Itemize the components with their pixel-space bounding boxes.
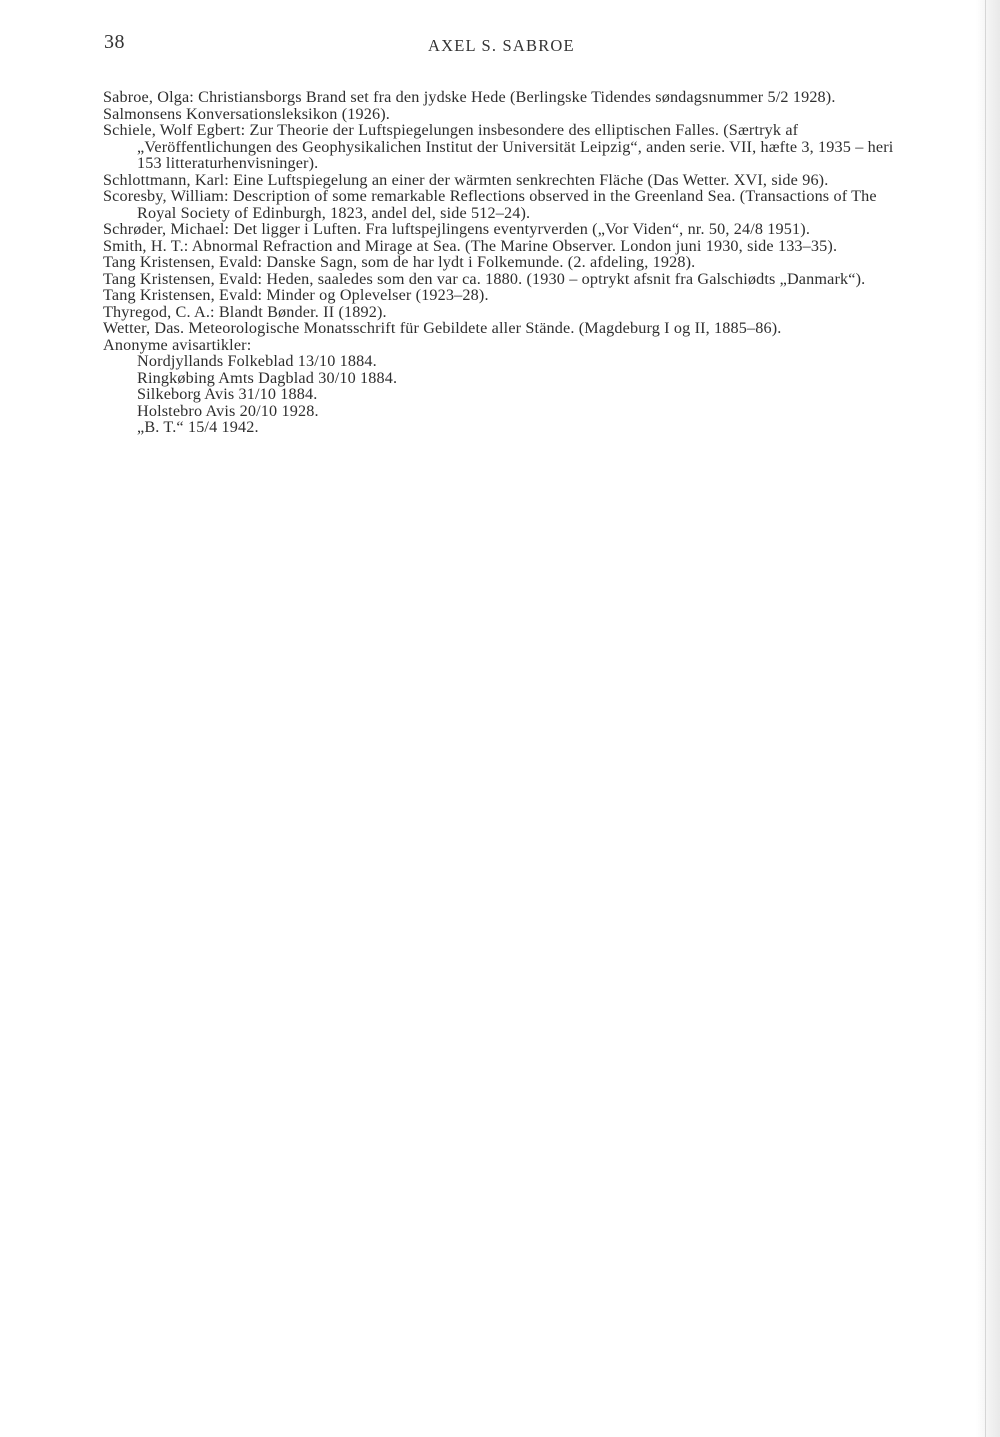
bibliography-entry: Smith, H. T.: Abnormal Refraction and Mirage at Sea. (The Marine Observer. London juni 1930, side 133–35). [103,236,838,255]
bibliography-entry: Tang Kristensen, Evald: Danske Sagn, som de har lydt i Folkemunde. (2. afdeling, 1928). [103,253,696,271]
bibliography-entry: Wetter, Das. Meteorologische Monatsschrift für Gebildete aller Stände. (Magdeburg I og II, 1885–86). [103,319,782,337]
anonymous-article-entry: Holstebro Avis 20/10 1928. [137,401,319,420]
bibliography-entry: Sabroe, Olga: Christiansborgs Brand set fra den jydske Hede (Berlingske Tidendes søndagsnummer 5/2 1928). [103,88,836,106]
anonymous-articles-list [103,353,903,436]
anonymous-article-entry: Nordjyllands Folkeblad 13/10 1884. [137,352,377,370]
bibliography-entry: Thyregod, C. A.: Blandt Bønder. II (1892). [103,302,387,321]
page-edge-line [985,0,986,1437]
bibliography-entry: Tang Kristensen, Evald: Minder og Oplevelser (1923–28). [103,286,489,304]
page-edge-shadow [976,0,1000,1437]
bibliography-entry: Salmonsens Konversationsleksikon (1926). [103,104,391,123]
bibliography-entry: Scoresby, William: Description of some remarkable Reflections observed in the Greenland Sea. (Transactions of The Royal Society of Edinburgh, 1823, andel del, side 512–24). [103,187,877,222]
bibliography-entry: Schrøder, Michael: Det ligger i Luften. Fra luftspejlingens eventyrverden („Vor Viden“, nr. 50, 24/8 1951). [103,220,811,238]
page-number: 38 [104,31,125,53]
running-head: AXEL S. SABROE [428,36,575,55]
anonymous-article-entry: Ringkøbing Amts Dagblad 30/10 1884. [137,368,398,387]
anonymous-articles-group [103,353,903,436]
bibliography-entry: Schiele, Wolf Egbert: Zur Theorie der Luftspiegelungen insbesondere des elliptischen Falles. (Særtryk af „Veröffentlichungen des Geophysikalichen Institut der Universität Leipzig“, anden serie. VII, hæfte 3, 1935 – heri 153 litteraturhenvisninger). [103,121,894,172]
anonymous-article-entry: Silkeborg Avis 31/10 1884. [137,385,318,403]
bibliography-list [103,89,903,436]
bibliography-entry: Schlottmann, Karl: Eine Luftspiegelung an einer der wärmten senkrechten Fläche (Das Wetter. XVI, side 96). [103,170,829,189]
anonymous-article-entry: „B. T.“ 15/4 1942. [137,418,259,436]
anonymous-articles-heading: Anonyme avisartikler: [103,335,252,354]
bibliography-entry: Tang Kristensen, Evald: Heden, saaledes som den var ca. 1880. (1930 – optrykt afsnit fra Galschiødts „Danmark“). [103,269,866,288]
